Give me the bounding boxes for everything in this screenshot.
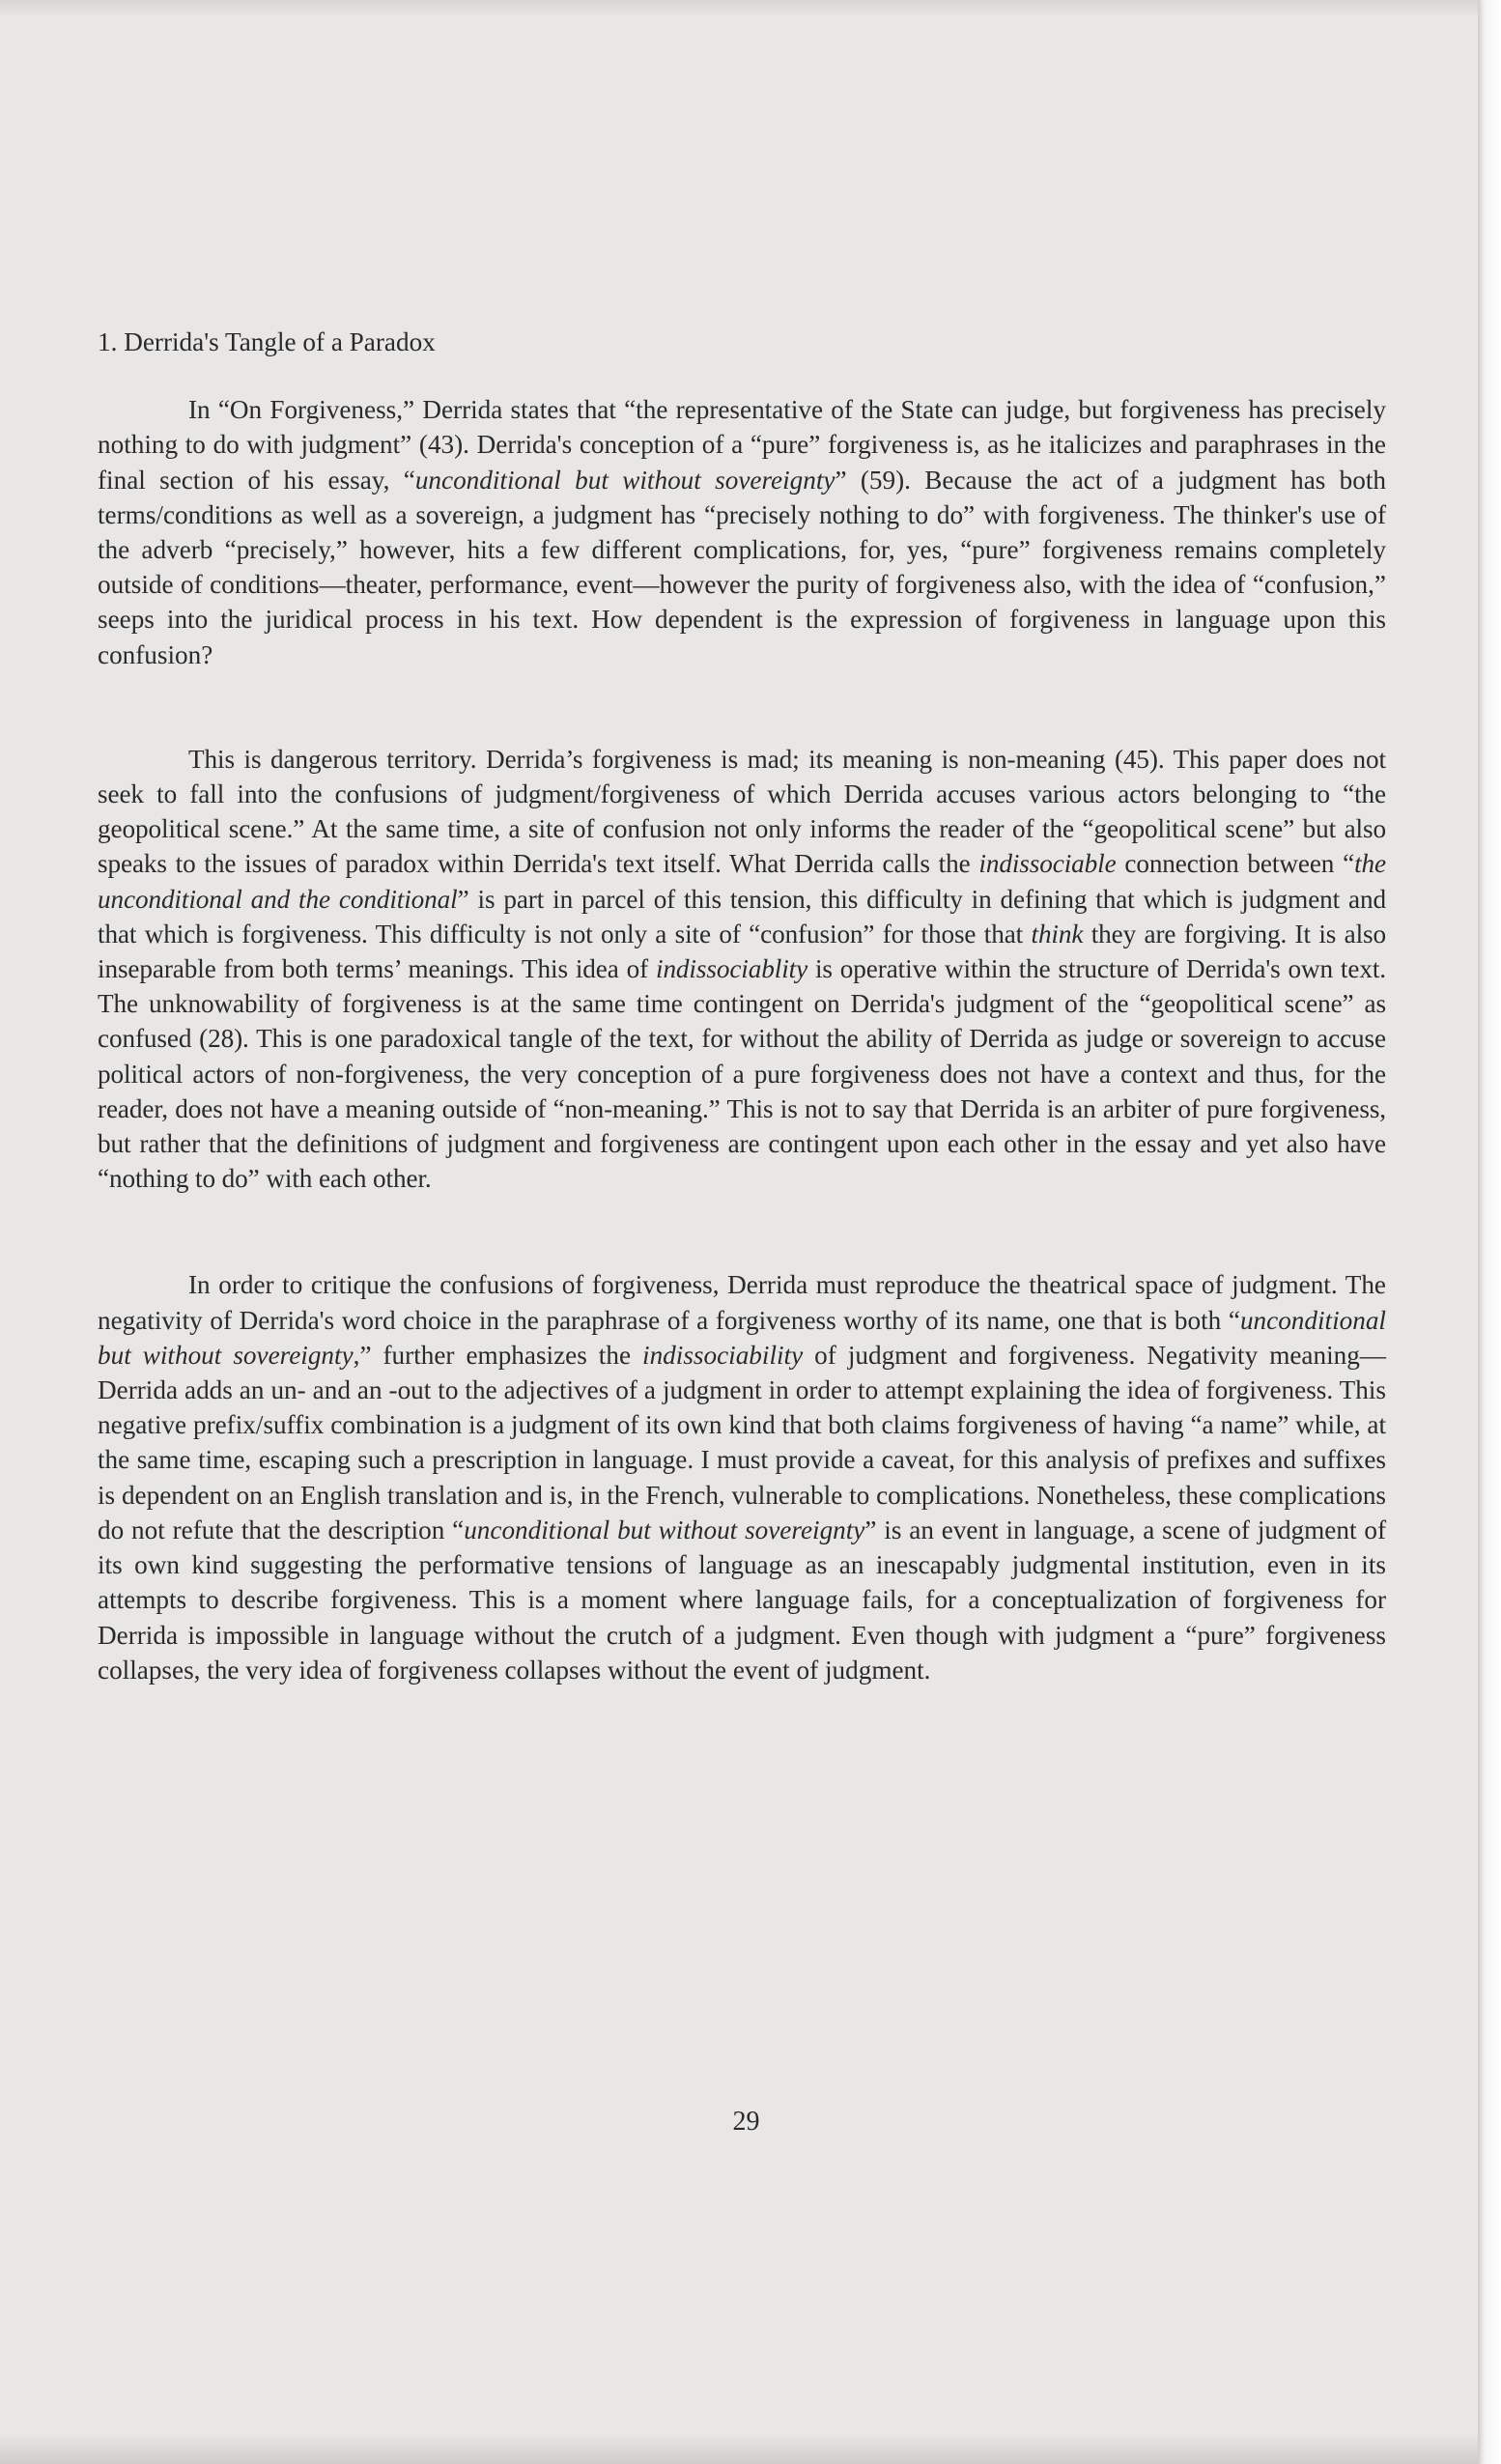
italic-run: indissociability — [642, 1340, 804, 1370]
page-number: 29 — [732, 2107, 760, 2137]
text-run: This is dangerous territory. Derrida’s forgiveness is mad; its meaning is non-meaning (45). This paper does not seek to fall into the confusions of judgment/forgiveness of which Derrida accuses various actors belonging to “the geopolitical scene.” At the same time, a site of confusion not only informs the reader of the “geopolitical scene” but also speaks to the issues of paradox within Derrida's text itself. What Derrida calls the — [98, 744, 1386, 879]
italic-run: unconditional but without sovereignty — [98, 1305, 1386, 1370]
section-heading: 1. Derrida's Tangle of a Paradox — [98, 327, 436, 356]
page-bottom-shadow — [0, 2434, 1478, 2464]
text-run: In “On Forgiveness,” Derrida states that “the representative of the State can judge, but forgiveness has precisely nothing to do with judgment” (43). Derrida's conception of a “pure” forgiveness is, as he italicizes and paraphrases in the final section of his essay, “ — [98, 395, 1386, 495]
paragraph-1 — [98, 392, 1386, 672]
text-run: they are forgiving. It is also inseparable from both terms’ meanings. This idea of — [98, 919, 1387, 984]
italic-run: indissociablity — [655, 954, 808, 984]
text-run: In order to critique the confusions of forgiveness, Derrida must reproduce the theatrical space of judgment. The negativity of Derrida's word choice in the paraphrase of a forgiveness worthy of its name, one that is both “ — [98, 1270, 1386, 1335]
page-right-edge — [1478, 0, 1501, 2464]
paragraph-2 — [98, 742, 1386, 1197]
text-run: is operative within the structure of Derrida's own text. The unknowability of forgiveness is at the same time contingent on Derrida's judgment of the “geopolitical scene” as confused (28). This is one paradoxical tangle of the text, for without the ability of Derrida as judge or sovereign to accuse political actors of non-forgiveness, the very conception of a pure forgiveness does not have a context and thus, for the reader, does not have a meaning outside of “non-meaning.” This is not to say that Derrida is an arbiter of pure forgiveness, but rather that the definitions of judgment and forgiveness are contingent upon each other in the essay and yet also have “nothing to do” with each other. — [98, 954, 1386, 1194]
italic-run: indissociable — [978, 849, 1117, 879]
text-run: of judgment and forgiveness. Negativity meaning—Derrida adds an un- and an -out to the adjectives of a judgment in order to attempt explaining the idea of forgiveness. This negative prefix/suffix combination is a judgment of its own kind that both claims forgiveness of having “a name” while, at the same time, escaping such a prescription in language. I must provide a caveat, for this analysis of prefixes and suffixes is dependent on an English translation and is, in the French, vulnerable to complications. Nonetheless, these complications do not refute that the description “ — [98, 1340, 1386, 1544]
text-run: connection between “ — [1116, 849, 1355, 879]
italic-run: think — [1031, 919, 1084, 949]
text-run: ,” further emphasizes the — [353, 1340, 643, 1370]
italic-run: unconditional but without sovereignty — [464, 1515, 865, 1544]
text-run: ” (59). Because the act of a judgment has both terms/conditions as well as a sovereign, a judgment has “precisely nothing to do” with forgiveness. The thinker's use of the adverb “precisely,” however, hits a few different complications, for, yes, “pure” forgiveness remains completely outside of conditions—theater, performance, event—however the purity of forgiveness also, with the idea of “confusion,” seeps into the juridical process in his text. How dependent is the expression of forgiveness in language upon this confusion? — [98, 465, 1387, 669]
page-top-shadow — [0, 0, 1478, 17]
italic-run: the unconditional and the conditional — [98, 849, 1386, 914]
text-run: ” is part in parcel of this tension, this difficulty in defining that which is judgment and that which is forgiveness. This difficulty is not only a site of “confusion” for those that — [98, 884, 1386, 949]
italic-run: unconditional but without sovereignty — [414, 465, 835, 495]
body-text — [98, 325, 1386, 1687]
paragraph-3 — [98, 1267, 1386, 1686]
text-run: ” is an event in language, a scene of judgment of its own kind suggesting the performative tensions of language as an inescapably judgmental institution, even in its attempts to describe forgiveness. This is a moment where language fails, for a conceptualization of forgiveness for Derrida is impossible in language without the crutch of a judgment. Even though with judgment a “pure” forgiveness collapses, the very idea of forgiveness collapses without the event of judgment. — [98, 1515, 1386, 1685]
